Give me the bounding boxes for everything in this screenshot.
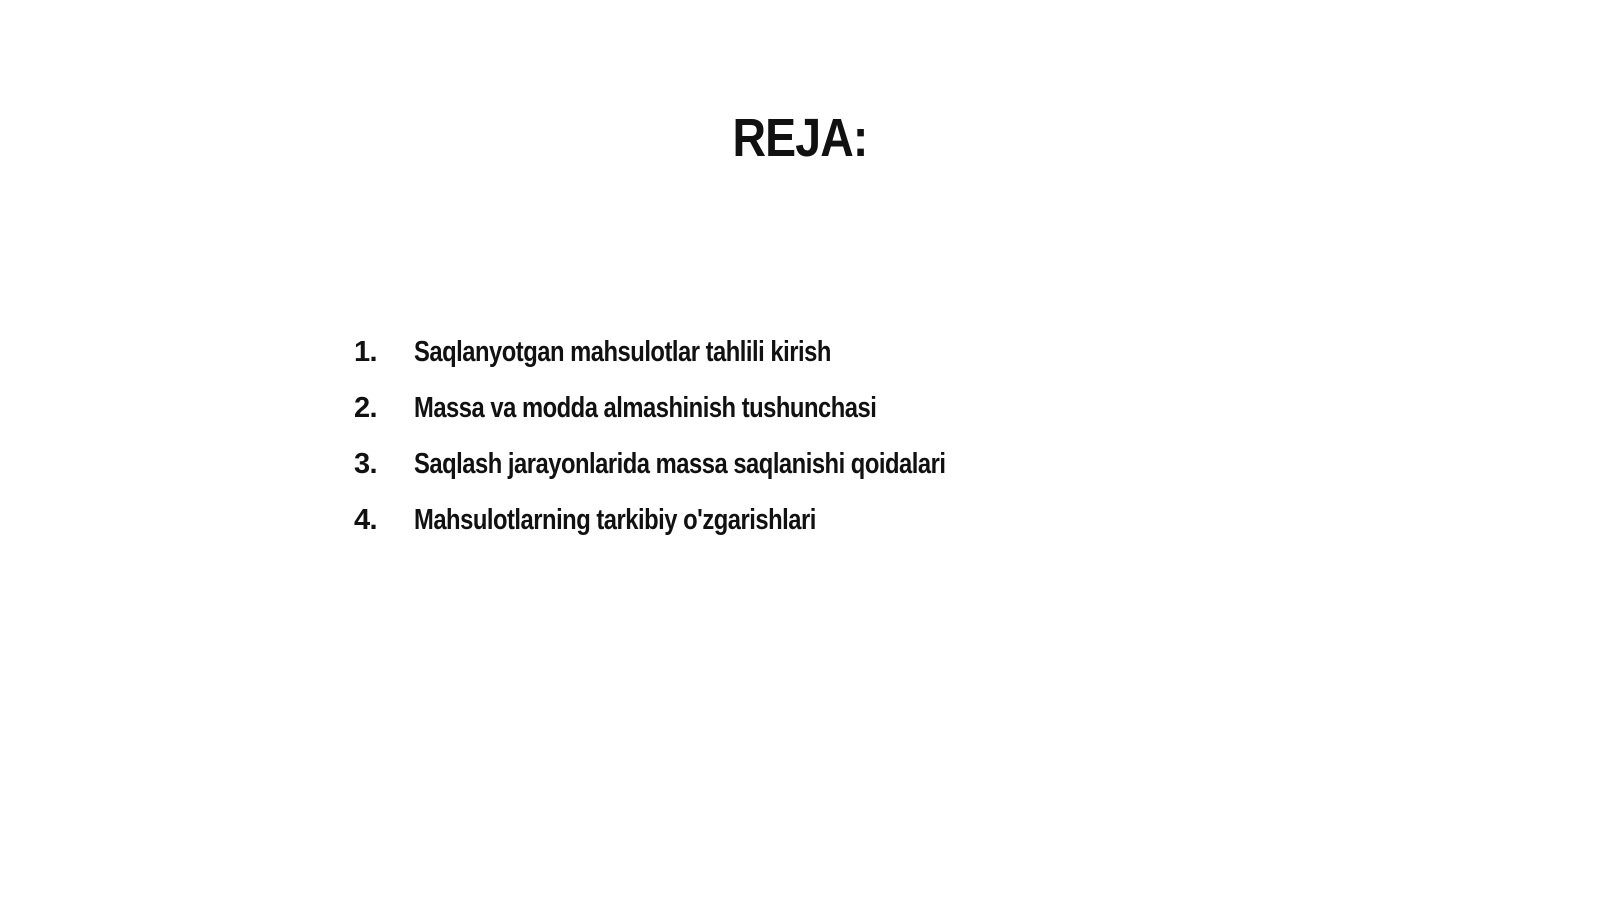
list-item xyxy=(354,442,1062,498)
list-item xyxy=(354,498,1062,554)
list-item-number: 2. xyxy=(354,392,377,424)
list-item-text: Saqlash jarayonlarida massa saqlanishi qoidalari xyxy=(414,448,946,480)
list-item xyxy=(354,386,1062,442)
list-item-number: 3. xyxy=(354,448,377,480)
slide-title: REJA: xyxy=(732,108,868,168)
list-item-number: 4. xyxy=(354,504,377,536)
list-item-text: Mahsulotlarning tarkibiy o'zgarishlari xyxy=(414,504,816,536)
list-item-text: Massa va modda almashinish tushunchasi xyxy=(414,392,877,424)
list-item-number: 1. xyxy=(354,336,377,368)
list-item-text: Saqlanyotgan mahsulotlar tahlili kirish xyxy=(414,336,831,368)
list-item xyxy=(354,330,1062,386)
plan-list xyxy=(354,330,1062,554)
